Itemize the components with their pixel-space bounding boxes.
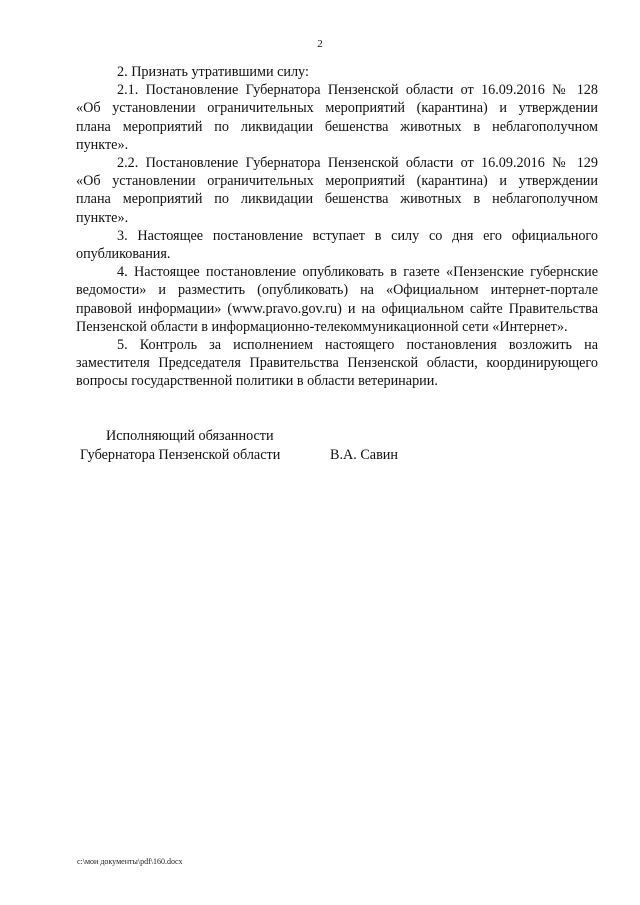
paragraph-4 (76, 263, 598, 336)
paragraph-line: вопросы государственной политики в области ветеринарии. (76, 373, 438, 390)
paragraph-2 (76, 63, 598, 81)
paragraph-line: ведомости» и разместить (опубликовать) на «Официальном интернет-портале (76, 282, 598, 299)
paragraph-3 (76, 227, 598, 263)
file-path-footer: c:\мои документы\pdf\160.docx (77, 857, 183, 866)
paragraph-line: «Об установлении ограничительных мероприятий (карантина) и утверждении (76, 100, 598, 117)
signatory-title-line-2: Губернатора Пензенской области (80, 447, 281, 463)
paragraph-line: плана мероприятий по ликвидации бешенства животных в неблагополучном (76, 118, 598, 135)
paragraph-line: 4. Настоящее постановление опубликовать в газете «Пензенские губернские (117, 264, 598, 281)
signatory-title-line-1: Исполняющий обязанности (106, 428, 274, 444)
paragraph-line: 2.2. Постановление Губернатора Пензенской области от 16.09.2016 № 129 (117, 155, 598, 172)
paragraph-line: 2. Признать утратившими силу: (117, 64, 309, 80)
paragraph-line: заместителя Председателя Правительства Пензенской области, координирующего (76, 355, 598, 372)
document-body (76, 63, 598, 391)
paragraph-5 (76, 336, 598, 391)
paragraph-2-1 (76, 81, 598, 154)
paragraph-2-2 (76, 154, 598, 227)
paragraph-line: опубликования. (76, 246, 171, 263)
paragraph-line: «Об установлении ограничительных мероприятий (карантина) и утверждении (76, 173, 598, 190)
paragraph-line: пункте». (76, 136, 129, 153)
paragraph-line: 3. Настоящее постановление вступает в силу со дня его официального (117, 227, 598, 244)
page-number: 2 (317, 38, 323, 50)
signatory-name: В.А. Савин (330, 447, 398, 463)
paragraph-line: 2.1. Постановление Губернатора Пензенской области от 16.09.2016 № 128 (117, 82, 598, 99)
paragraph-line: Пензенской области в информационно-телекоммуникационной сети «Интернет». (76, 318, 568, 335)
paragraph-line: плана мероприятий по ликвидации бешенства животных в неблагополучном (76, 191, 598, 208)
paragraph-line: 5. Контроль за исполнением настоящего постановления возложить на (117, 337, 598, 354)
paragraph-line: пункте». (76, 209, 129, 226)
paragraph-line: правовой информации» (www.pravo.gov.ru) и на официальном сайте Правительства (76, 300, 598, 317)
